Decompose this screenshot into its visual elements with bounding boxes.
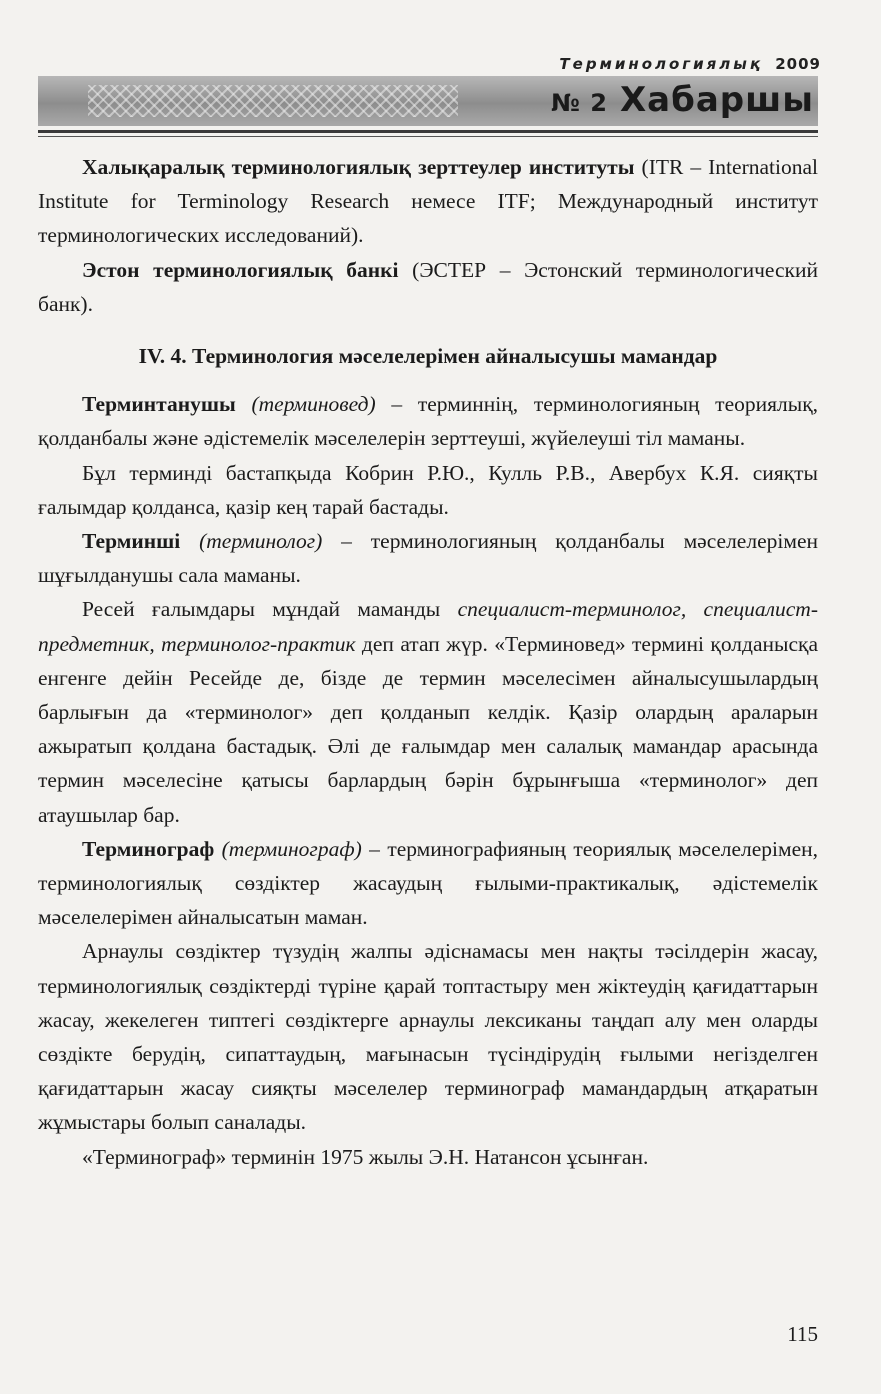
term-bold: Терминші <box>82 529 181 554</box>
journal-name <box>559 55 821 73</box>
term-definition: (ЭСТЕР – Эстонский терминологический банк). <box>38 257 818 316</box>
banner-title <box>551 80 814 120</box>
page-number: 115 <box>787 1322 818 1346</box>
section-heading: IV. 4. Терминология мәселелерімен айналысушы мамандар <box>138 344 718 369</box>
term-definition: – терминографияның теориялық мәселелерімен, терминологиялық сөздіктер жасаудың ғылыми-практикалық, әдістемелік мәселелерімен айналысатын маман. <box>38 836 819 930</box>
paragraph-dictionaries: Арнаулы сөздіктер түзудің жалпы әдіснамасы мен нақты тәсілдерін жасау, терминологиялық сөздіктерді түріне қарай топтастыру мен жіктеудің қағидаттарын жасау, жекелеген типтегі сөздіктерге арнаулы лексиканы таңдап алу мен оларды сөздікте берудің, сипаттаудың, мағынасын түсіндірудің ғылыми негізделген қағидаттарын жасау сияқты мәселелер терминограф мамандардың атқаратын жұмыстары болып саналады. <box>38 939 818 1135</box>
term-bold: Терминограф <box>82 836 215 861</box>
paragraph-termintanushy <box>38 387 818 455</box>
paragraph-ester <box>38 253 818 321</box>
journal-year: 2009 <box>775 55 821 73</box>
term-definition: – терминнің, терминологияның теориялық, қолданбалы және әдістемелік мәселелерін зерттеуші, жүйелеуші тіл маманы. <box>38 392 819 451</box>
term-russian: (терминолог) <box>199 529 323 554</box>
term-russian: (терминовед) <box>251 392 376 417</box>
journal-name-text: Терминологиялық <box>559 55 764 73</box>
paragraph-terminshi <box>38 524 818 592</box>
term-russian: (терминограф) <box>221 836 362 861</box>
text-segment: деп атап жүр. «Терминовед» термині қолданысқа енгенге дейін Ресейде де, бізде де термин мәселесімен айналысушылардың барлығын да «терминолог» деп қолданып келдік. Қазір олардың араларын ажыратып қолдана бастадық. Әлі де ғалымдар мен салалық мамандар арасында термин мәселесіне қатысы барлардың бәрін бұрынғыша «терминолог» деп атаушылар бар. <box>38 631 818 827</box>
paragraph-natanson: «Терминограф» терминін 1975 жылы Э.Н. Натансон ұсынған. <box>82 1144 649 1169</box>
paragraph-origin: Бұл терминді бастапқыда Кобрин Р.Ю., Кулль Р.В., Авербух К.Я. сияқты ғалымдар қолданса, қазір кең тарай бастады. <box>38 460 818 519</box>
header-banner <box>38 76 818 126</box>
term-bold: Эстон терминологиялық банкі <box>82 257 399 282</box>
issue-number: № 2 <box>551 89 608 117</box>
paragraph-iitr <box>38 150 818 253</box>
page-body <box>38 150 818 1174</box>
term-bold: Халықаралық терминологиялық зерттеулер институты <box>82 155 635 179</box>
term-definition: (ITR – International Institute for Terminology Research немесе ITF; Международный институт терминологических исследований). <box>38 155 818 248</box>
journal-title: Хабаршы <box>619 80 814 120</box>
text-segment: Ресей ғалымдары мұндай маманды <box>82 597 458 622</box>
header-rule <box>38 130 818 133</box>
paragraph-terminograf <box>38 832 818 935</box>
ornament-pattern <box>88 85 458 117</box>
header-rule-thin <box>38 136 818 137</box>
italic-segment: специалист-терминолог, специалист-предметник, терминолог-практик <box>38 597 818 656</box>
term-definition: – терминологияның қолданбалы мәселелерімен шұғылданушы сала маманы. <box>38 529 818 588</box>
term-bold: Терминтанушы <box>82 392 236 417</box>
paragraph-russian-scholars <box>38 592 818 831</box>
